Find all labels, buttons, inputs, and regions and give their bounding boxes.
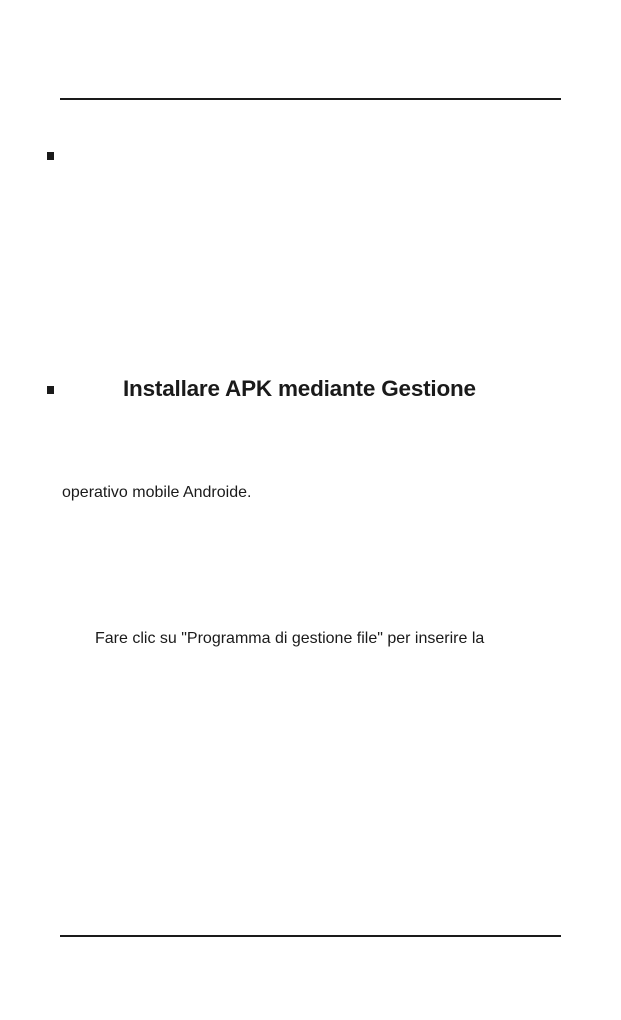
section-heading: Installare APK mediante Gestione	[123, 376, 476, 401]
body-text-line: operativo mobile Androide.	[62, 484, 252, 501]
footer-rule	[60, 935, 561, 937]
body-text-line: Fare clic su "Programma di gestione file" per inserire la	[95, 630, 485, 647]
bullet-square-icon	[47, 386, 54, 394]
bullet-square-icon	[47, 152, 54, 160]
header-rule	[60, 98, 561, 100]
